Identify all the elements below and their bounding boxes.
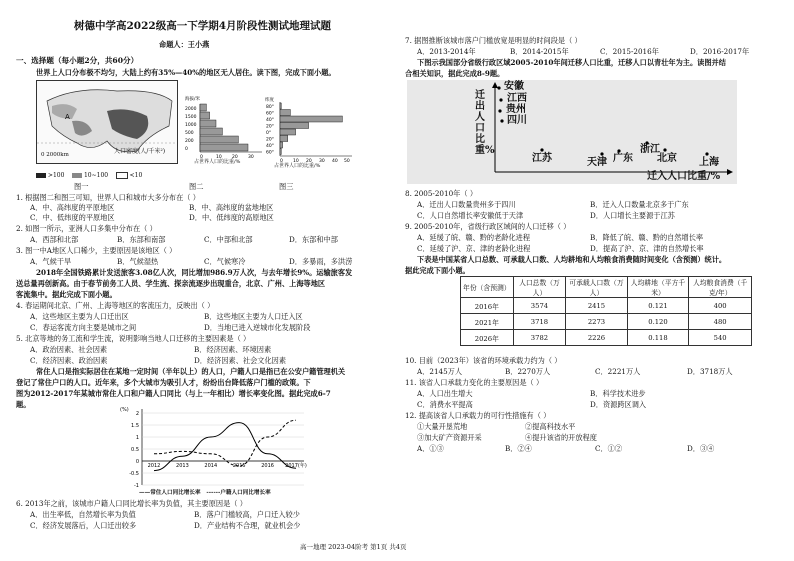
- legend-low: <10: [129, 172, 143, 179]
- fig2-bar: [200, 112, 210, 119]
- passage2-line1: 2018年全国铁路累计发送旅客3.08亿人次，同比增加986.9万人次，与去年增长9%。运输旅客发: [36, 268, 353, 277]
- fig3-bar: [280, 136, 288, 142]
- fig3-xtick: 10: [293, 159, 299, 164]
- table-cell: 0.118: [627, 330, 689, 346]
- table-cell: 3782: [513, 330, 566, 346]
- fig2-svg: [184, 94, 264, 164]
- q7-option-c[interactable]: C．2015-2016年: [600, 47, 659, 56]
- legend-mid: 10~100: [83, 172, 109, 179]
- chart-y-unit: (%): [120, 407, 129, 413]
- fig2-xtick: 20: [232, 155, 238, 160]
- map-legend: [36, 171, 142, 180]
- scatter-ylabel: 迁出人口比重%: [475, 90, 495, 156]
- q7-stem: 7. 据图推断该城市落户门槛放宽是明显的时间段是（ ）: [405, 36, 582, 45]
- fig3-ytick: 20°: [266, 137, 274, 143]
- table-row: [461, 330, 752, 346]
- q12-stem: 12. 提高该省人口承载力的可行性措施有（ ）: [405, 411, 551, 420]
- table-header: 年份（含预测）: [461, 277, 514, 298]
- scatter-label-tianjin: 天津: [587, 157, 607, 168]
- fig3-ytick: 80°: [266, 105, 274, 110]
- q10-option-c[interactable]: C．2221万人: [595, 367, 641, 376]
- exam-author: 命题人：王小燕: [159, 40, 210, 49]
- q12-option-a[interactable]: A．①③: [417, 444, 444, 453]
- q2-option-b[interactable]: B．东部和南部: [117, 235, 166, 244]
- fig3-ytick: 40°: [266, 144, 274, 149]
- chart-x-tick: 2015: [232, 463, 246, 469]
- fig3-bar: [280, 149, 281, 155]
- scatter-label-sichuan: 四川: [507, 115, 527, 126]
- q9-stem: 9. 2005-2010年，省级行政区域间的人口迁移（ ）: [405, 222, 571, 231]
- chart-y-tick: 1.5: [131, 423, 139, 429]
- q8-option-c[interactable]: C．人口自然增长率安徽低于天津: [417, 211, 524, 220]
- chart-legend-series-1: ——常住人口同比增长率: [139, 490, 201, 496]
- q6-option-d[interactable]: D．产业结构不合理，就业机会少: [194, 521, 301, 530]
- fig2-bar: [200, 104, 206, 111]
- passage4-line1: 下图示我国部分省级行政区域2005-2010年间迁移人口比重，迁移人口以青壮年为主。读图并结: [417, 58, 726, 67]
- q9-option-b[interactable]: B．降低了皖、赣、黔的自然增长率: [590, 233, 704, 242]
- q8-option-a[interactable]: A．迁出人口数量贵州多于四川: [417, 200, 516, 209]
- fig2-xtick: 10: [216, 155, 222, 160]
- q1-stem: 1. 根据图二和图三可知，世界人口和城市大多分布在（ ）: [16, 193, 200, 202]
- q7-option-a[interactable]: A．2013-2014年: [417, 47, 476, 56]
- passage2-line3: 客流集中。据此完成下面小题。: [16, 290, 117, 299]
- scatter-point-guizhou: [498, 109, 501, 112]
- table-header: 可承载人口数（万人）: [566, 277, 627, 298]
- q2-option-a[interactable]: A．西部和北部: [30, 235, 79, 244]
- fig3-axis-label: 占世界人口的比重/%: [274, 163, 321, 169]
- fig2-axis-label: 占世界人口的比重/%: [194, 159, 241, 165]
- q12-statement-2: ②提高科技水平: [525, 422, 576, 431]
- fig2-bar: [200, 144, 248, 151]
- fig3-ylabel: 纬度: [265, 98, 274, 103]
- legend-high: >100: [47, 172, 65, 179]
- table-cell: 2021年: [461, 314, 514, 330]
- q12-statement-3: ③加大矿产资源开采: [417, 433, 482, 442]
- q6-option-c[interactable]: C．经济发展落后，人口迁出较多: [30, 521, 137, 530]
- figure-3-latitude-chart: [264, 96, 354, 169]
- line-chart-svg: [114, 403, 314, 498]
- q10-stem: 10. 目前（2023年）该省的环境承载力约为（ ）: [405, 356, 562, 365]
- exam-title: 树德中学高2022级高一下学期4月阶段性测试地理试题: [74, 20, 332, 32]
- fig3-xtick: 30: [319, 159, 325, 164]
- map-legend-title: 人口密度(人/千米²): [114, 148, 166, 155]
- table-cell: 3718: [513, 314, 566, 330]
- fig3-xtick: 20: [306, 159, 312, 164]
- fig3-bar: [280, 110, 290, 116]
- table-cell: 0.121: [627, 298, 689, 314]
- q4-option-b[interactable]: B．这些地区主要为人口迁入区: [204, 312, 303, 321]
- q11-stem: 11. 该省人口承载力变化的主要原因是（ ）: [405, 378, 544, 387]
- chart-y-tick: 1: [135, 435, 139, 441]
- q1-option-a[interactable]: A．中、高纬度的平原地区: [30, 203, 115, 212]
- fig3-ytick: 40°: [266, 118, 274, 123]
- passage3-line2: 登记了常住户口的人口。近年来，多个大城市为吸引人才，纷纷出台降低落户门槛的政策。下: [16, 378, 311, 387]
- fig2-ytick: 200: [185, 139, 194, 144]
- fig3-bar: [280, 103, 281, 109]
- q1-option-b[interactable]: B．中、高纬度的盆地地区: [189, 203, 274, 212]
- table-cell: 540: [689, 330, 752, 346]
- fig2-ytick: 1000: [185, 123, 197, 128]
- q11-option-d[interactable]: D．资源跨区调入: [590, 400, 647, 409]
- passage2-line2: 送总量再创新高。由于春节前务工人员、学生流、探亲流逐步出现重合，北京、广州、上海等地区: [16, 279, 326, 288]
- q3-stem: 3. 图一中A地区人口稀少，主要原因是该地区（ ）: [16, 246, 177, 255]
- page-footer: 高一地理 2023-04阶考 第1页 共4页: [300, 543, 407, 551]
- scatter-point-jiangxi: [499, 98, 502, 101]
- fig2-bar: [200, 120, 216, 127]
- q5-stem: 5. 北京等地的务工流和学生流，说明影响当地人口迁移的主要因素是（ ）: [16, 334, 251, 343]
- q8-stem: 8. 2005-2010年（ ）: [405, 189, 478, 198]
- fig2-label: 图二: [189, 182, 204, 191]
- fig2-ytick: 500: [185, 131, 194, 136]
- fig3-label: 图三: [279, 182, 294, 191]
- fig3-ytick: 0°: [266, 131, 272, 136]
- legend-swatch-low: [116, 172, 128, 179]
- q6-option-b[interactable]: B．落户门槛较高，户口迁入较少: [194, 510, 300, 519]
- figure-2-altitude-chart: [184, 94, 264, 164]
- population-table: [460, 276, 752, 346]
- table-cell: 2016年: [461, 298, 514, 314]
- table-cell: 2026年: [461, 330, 514, 346]
- passage3-line3: 图为2012-2017年某城市常住人口和户籍人口同比（与上一年相比）增长率变化图。据此完成6-7: [16, 389, 331, 398]
- q11-option-b[interactable]: B．科学技术进步: [590, 389, 646, 398]
- fig3-ytick: 60°: [266, 111, 274, 117]
- q1-option-d[interactable]: D．中、低纬度的高原地区: [189, 213, 274, 222]
- fig3-bar: [280, 142, 283, 148]
- fig3-bar: [280, 129, 296, 135]
- table-cell: 0.120: [627, 314, 689, 330]
- table-header: 人均耕地（平方千米）: [627, 277, 689, 298]
- q7-option-d[interactable]: D．2016-2017年: [690, 47, 750, 56]
- q3-option-d[interactable]: D．多暴雨，多洪涝: [289, 257, 353, 266]
- scatter-label-jiangsu: 江苏: [532, 153, 552, 164]
- q5-option-b[interactable]: B．经济因素、环境因素: [194, 345, 272, 354]
- q2-option-d[interactable]: D．东部和中部: [289, 235, 338, 244]
- scatter-label-shanghai: 上海: [699, 157, 719, 168]
- q9-option-a[interactable]: A．延缓了皖、赣、黔的老龄化进程: [417, 233, 531, 242]
- q5-option-d[interactable]: D．经济因素、社会文化因素: [194, 356, 287, 365]
- chart-y-tick: 0.5: [131, 447, 139, 453]
- scatter-point-beijing: [663, 148, 666, 151]
- q3-option-a[interactable]: A．气候干旱: [30, 257, 72, 266]
- q3-option-c[interactable]: C．气候寒冷: [204, 257, 246, 266]
- table-header: 人口总数（万人）: [513, 277, 566, 298]
- migration-scatter-figure: [407, 80, 737, 184]
- scatter-point-sichuan: [500, 119, 503, 122]
- table-cell: 2415: [566, 298, 627, 314]
- q8-option-d[interactable]: D．人口增长主要源于江苏: [590, 211, 675, 220]
- fig3-xtick: 40: [332, 159, 338, 164]
- q12-option-c[interactable]: C．①②: [595, 444, 623, 453]
- scatter-point-shanghai: [705, 152, 708, 155]
- q1-option-c[interactable]: C．中、低纬度的平原地区: [30, 213, 115, 222]
- legend-swatch-high: [36, 173, 46, 178]
- fig3-xtick: 50: [344, 159, 350, 164]
- fig2-xtick: 30: [248, 155, 254, 160]
- q8-option-b[interactable]: B．迁入人口数量北京多于广东: [590, 200, 689, 209]
- scatter-svg: [407, 80, 737, 184]
- chart-x-tick: 2014: [204, 463, 218, 469]
- section-intro: 世界上人口分布极不均匀，大陆上约有35%—40%的地区无人居住。读下图，完成下面小题。: [36, 68, 336, 77]
- passage3-line4: 题。: [16, 400, 31, 409]
- fig3-bar: [280, 123, 309, 129]
- passage5-line2: 据此完成下面小题。: [405, 266, 470, 275]
- scatter-label-guizhou: 贵州: [506, 104, 526, 115]
- map-label-a: A: [65, 113, 70, 121]
- q9-option-c[interactable]: C．延缓了沪、京、津的老龄化进程: [417, 244, 531, 253]
- passage5-line1: 下表是中国某省人口总数、可承载人口数、人均耕地和人均粮食消费随时间变化（含预测）统计。: [417, 255, 727, 264]
- q6-stem: 6. 2013年之前，该城市户籍人口同比增长率为负值，其主要原因是（ ）: [16, 499, 247, 508]
- fig2-xtick: 0: [200, 155, 203, 160]
- passage3-line1: 常住人口是指实际居住在某地一定时间（半年以上）的人口，户籍人口是指已在公安户籍管理机关: [36, 367, 346, 376]
- chart-legend: [139, 489, 271, 498]
- q10-option-d[interactable]: D．3718万人: [687, 367, 733, 376]
- passage4-line2: 合相关知识，据此完成8-9题。: [405, 69, 505, 78]
- chart-x-tick: 2012: [147, 463, 161, 469]
- scatter-label-zhejiang: 浙江: [640, 144, 660, 155]
- q7-option-b[interactable]: B．2014-2015年: [510, 47, 569, 56]
- fig2-bar: [200, 128, 222, 135]
- map-scale: 0 2000km: [41, 152, 69, 158]
- fig3-bar: [280, 116, 342, 122]
- fig3-ytick: 60°: [266, 150, 274, 156]
- scatter-label-guangdong: 广东: [613, 153, 633, 164]
- chart-y-tick: 2: [135, 411, 139, 417]
- fig2-ytick: 2000: [185, 107, 197, 112]
- q12-option-b[interactable]: B．②④: [505, 444, 532, 453]
- q4-stem: 4. 春运期间北京、广州、上海等地区的客流压力，反映出（ ）: [16, 301, 215, 310]
- chart-series-line-2: [154, 420, 296, 466]
- fig3-xtick: 0: [280, 159, 283, 164]
- scatter-xlabel: 迁入人口比重/%: [647, 171, 721, 182]
- q12-option-d[interactable]: D．③④: [687, 444, 715, 453]
- q9-option-d[interactable]: D．提高了沪、京、津的自然增长率: [590, 244, 704, 253]
- q12-statement-4: ④提升该省的开放程度: [525, 433, 597, 442]
- table-row: [461, 298, 752, 314]
- q4-option-d[interactable]: D．当地已进入逆城市化发展阶段: [204, 323, 311, 332]
- legend-swatch-mid: [72, 173, 82, 178]
- table-header: 人均粮食消费（千克/年）: [689, 277, 752, 298]
- scatter-label-beijing: 北京: [657, 153, 677, 164]
- scatter-label-anhui: 安徽: [504, 81, 524, 92]
- scatter-point-anhui: [497, 86, 500, 89]
- q2-option-c[interactable]: C．中部和北部: [204, 235, 253, 244]
- scatter-point-tianjin: [600, 152, 603, 155]
- q4-option-a[interactable]: A．这些地区主要为人口迁出区: [30, 312, 129, 321]
- fig2-ytick: 1500: [185, 115, 197, 120]
- table-cell: 3574: [513, 298, 566, 314]
- q4-option-c[interactable]: C．春运客流方向主要是城市之间: [30, 323, 137, 332]
- table-row: [461, 314, 752, 330]
- q12-statement-1: ①大量开垦荒地: [417, 422, 468, 431]
- chart-y-tick: -1: [134, 483, 139, 489]
- q11-option-a[interactable]: A．人口出生增大: [417, 389, 473, 398]
- q5-option-c[interactable]: C．经济因素、政治因素: [30, 356, 108, 365]
- table-header-row: [461, 277, 752, 298]
- fig3-svg: [264, 96, 354, 166]
- table-cell: 480: [689, 314, 752, 330]
- q10-option-b[interactable]: B．2270万人: [505, 367, 551, 376]
- table-cell: 2273: [566, 314, 627, 330]
- fig3-ytick: 20°: [266, 124, 274, 130]
- q10-option-a[interactable]: A．2145万人: [417, 367, 463, 376]
- fig2-bar: [200, 136, 238, 143]
- q6-option-a[interactable]: A．出生率低，自然增长率为负值: [30, 510, 136, 519]
- chart-x-tick: 2013: [176, 463, 189, 469]
- chart-x-tick: 2017(年): [285, 463, 307, 469]
- fig2-ytick: 0: [185, 147, 188, 152]
- chart-y-tick: 0: [135, 459, 139, 465]
- chart-legend-series-2: ------户籍人口同比增长率: [206, 490, 271, 496]
- q5-option-a[interactable]: A．政治因素、社会因素: [30, 345, 108, 354]
- q2-stem: 2. 如图一所示，亚洲人口多集中分布在（ ）: [16, 224, 157, 233]
- q11-option-c[interactable]: C．消费水平提高: [417, 400, 473, 409]
- table-cell: 2226: [566, 330, 627, 346]
- fig2-ylabel: 海拔/米: [185, 97, 201, 102]
- scatter-point-jiangsu: [540, 148, 543, 151]
- q3-option-b[interactable]: B．气候湿热: [117, 257, 159, 266]
- fig1-label: 图一: [74, 182, 89, 191]
- growth-rate-line-chart: [114, 403, 314, 498]
- section-heading: 一、选择题（每小题2分，共60分）: [16, 56, 139, 65]
- chart-x-tick: 2016: [261, 463, 274, 469]
- scatter-label-jiangxi: 江西: [507, 93, 527, 104]
- chart-y-tick: -0.5: [129, 471, 139, 477]
- table-cell: 400: [689, 298, 752, 314]
